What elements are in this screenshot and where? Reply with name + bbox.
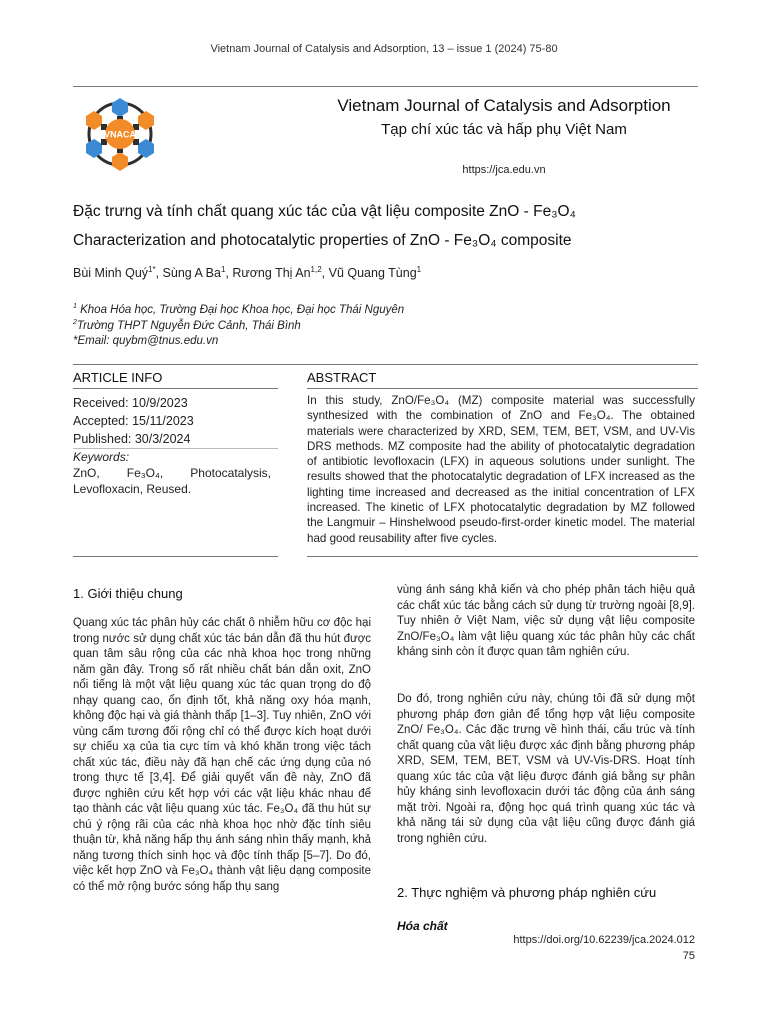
- author-affiliation-mark: 1: [416, 265, 422, 274]
- abstract-rule: [307, 388, 698, 389]
- affiliation-mark: 2: [73, 319, 77, 326]
- doi-link[interactable]: https://doi.org/10.62239/jca.2024.012: [513, 934, 695, 946]
- author-affiliation-mark: 1,2: [310, 265, 322, 274]
- section-1-right-paragraph-2: Do đó, trong nghiên cứu này, chúng tôi đã sử dụng một phương pháp đơn giản để tổng hợp vật liệu composite ZnO/ Fe₃O₄. Các đặc trưng về hình thái, cấu trúc và tính chất quang của vật liệu được xác định bằng phương pháp XRD, SEM, TEM, BET, VSM và UV-Vis-DRS. Hoạt tính quang xúc tác của vật liệu được đánh giá bằng sự phân hủy kháng sinh levofloxacin dưới tác động của ánh sáng mặt trời. Ngoài ra, động học quá trình quang xúc tác và khả năng tái sử dụng của vật liệu cũng được đánh giá trong nghiên cứu.: [397, 693, 695, 845]
- logo-text: VNACA: [103, 129, 137, 140]
- affiliation-2: [73, 319, 301, 332]
- corresponding-email[interactable]: *Email: quybm@tnus.edu.vn: [73, 335, 219, 347]
- article-title-vi: Đặc trưng và tính chất quang xúc tác của vật liệu composite ZnO - Fe₃O₄: [73, 203, 576, 220]
- section-2-title: 2. Thực nghiệm và phương pháp nghiên cứu: [397, 885, 657, 900]
- keywords-text: ZnO, Fe₃O₄, Photocatalysis, Levofloxacin, Reused.: [73, 466, 271, 496]
- affiliation-text: Trường THPT Nguyễn Đức Cảnh, Thái Bình: [76, 319, 301, 332]
- received-date: Received: 10/9/2023: [73, 396, 188, 410]
- affiliation-mark: 1: [73, 303, 77, 310]
- section-1-paragraph: Quang xúc tác phân hủy các chất ô nhiễm hữu cơ độc hại trong nước sử dụng chất xúc tác bán dẫn đã thu hút được quan tâm sâu rộng của các nhà khoa học trong những năm gần đây. Trong số rất nhiều chất bán dẫn oxit, ZnO nổi tiếng là một vật liệu quang xúc tác quan trọng do độ nhạy quang cao, ổn định tốt, khả năng oxy hóa mạnh, không độc hại và giá thành thấp [1–3]. Tuy nhiên, ZnO với vùng cấm tương đối rộng chỉ có thể được kích hoạt dưới sự chiếu xạ của tia cực tím và khó khăn trong việc tách chất xúc tác, điều này đã hạn chế các ứng dụng của nó trong thực tế [3,4]. Để giải quyết vấn đề này, ZnO đã được nghiên cứu kết hợp với các vật liệu khác nhau để tạo thành các vật liệu quang xúc tác. Fe₃O₄ đã thu hút sự chú ý rộng rãi của các nhà khoa học nhờ đặc tính siêu thuận từ, khả năng hấp thụ ánh sáng nhìn thấy mạnh, khả năng tương thích sinh học và độc tính thấp [5–7]. Do đó, việc kết hợp ZnO và Fe₃O₄ thành vật liệu dạng composite có thể mở rộng bước sóng hấp thụ sang: [73, 617, 371, 893]
- abstract-bottom-rule: [307, 556, 698, 557]
- keywords-label: Keywords:: [73, 450, 130, 464]
- info-top-rule: [73, 364, 698, 365]
- info-left-rule: [73, 388, 278, 389]
- section-1-title: 1. Giới thiệu chung: [73, 586, 183, 601]
- info-bottom-rule: [73, 556, 278, 557]
- author-name: Rương Thị An: [232, 266, 311, 281]
- accepted-date: Accepted: 15/11/2023: [73, 414, 194, 428]
- abstract-text: In this study, ZnO/Fe₃O₄ (MZ) composite material was successfully synthesized with the combination of ZnO and Fe₃O₄. The obtained materials were characterized by XRD, SEM, TEM, BET, VSM, and UV-Vis DRS methods. MZ composite had the ability of photocatalytic degradation of antibiotic levofloxacin (LFX) in aqueous solutions under sunlight. The results showed that the photocatalytic degradation of LFX increased as the lighting time increased and decreased as the initial concentration of LFX increased. The kinetic of LFX photocatalytic degradation by MZ followed the Langmuir – Hinshelwood pseudo-first-order kinetic model. The material had good reusability after five cycles.: [307, 394, 695, 545]
- author-name: Vũ Quang Tùng: [328, 266, 417, 281]
- author-name: Sùng A Ba: [162, 266, 221, 281]
- subsection-chemicals: Hóa chất: [397, 919, 448, 933]
- affiliation-text: Khoa Hóa học, Trường Đại học Khoa học, Đại học Thái Nguyên: [80, 303, 405, 316]
- section-1-right-paragraph-1: vùng ánh sáng khả kiến và cho phép phân tách hiệu quả các chất xúc tác bằng cách sử dụng từ trường ngoài [8,9]. Tuy nhiên ở Việt Nam, việc sử dụng vật liệu composite ZnO/Fe₃O₄ làm vật liệu quang xúc tác phân hủy các chất kháng sinh còn ít được quan tâm nghiên cứu.: [397, 584, 695, 658]
- author-affiliation-mark: 1: [220, 265, 226, 274]
- info-divider: [73, 448, 278, 449]
- author-affiliation-mark: 1*: [148, 265, 156, 274]
- header-rule: [73, 86, 698, 87]
- journal-name-en: Vietnam Journal of Catalysis and Adsorption: [337, 96, 671, 115]
- article-title-en: Characterization and photocatalytic properties of ZnO - Fe₃O₄ composite: [73, 232, 572, 249]
- author-name: Bùi Minh Quý: [73, 266, 149, 281]
- journal-url-link[interactable]: https://jca.edu.vn: [462, 164, 546, 176]
- running-header: Vietnam Journal of Catalysis and Adsorption, 13 – issue 1 (2024) 75-80: [210, 43, 558, 55]
- journal-name-vi: Tạp chí xúc tác và hấp phụ Việt Nam: [381, 121, 627, 138]
- affiliation-1: [73, 303, 404, 316]
- published-date: Published: 30/3/2024: [73, 432, 191, 446]
- author-list: Bùi Minh Quý$^{1*}$, Sùng A Ba$^1$, Rương Thị An$^{1,2}$, Vũ Quang Tùng$^1$: [73, 265, 422, 281]
- page-number: 75: [682, 950, 695, 962]
- abstract-heading: ABSTRACT: [307, 370, 377, 385]
- article-info-heading: ARTICLE INFO: [73, 370, 163, 385]
